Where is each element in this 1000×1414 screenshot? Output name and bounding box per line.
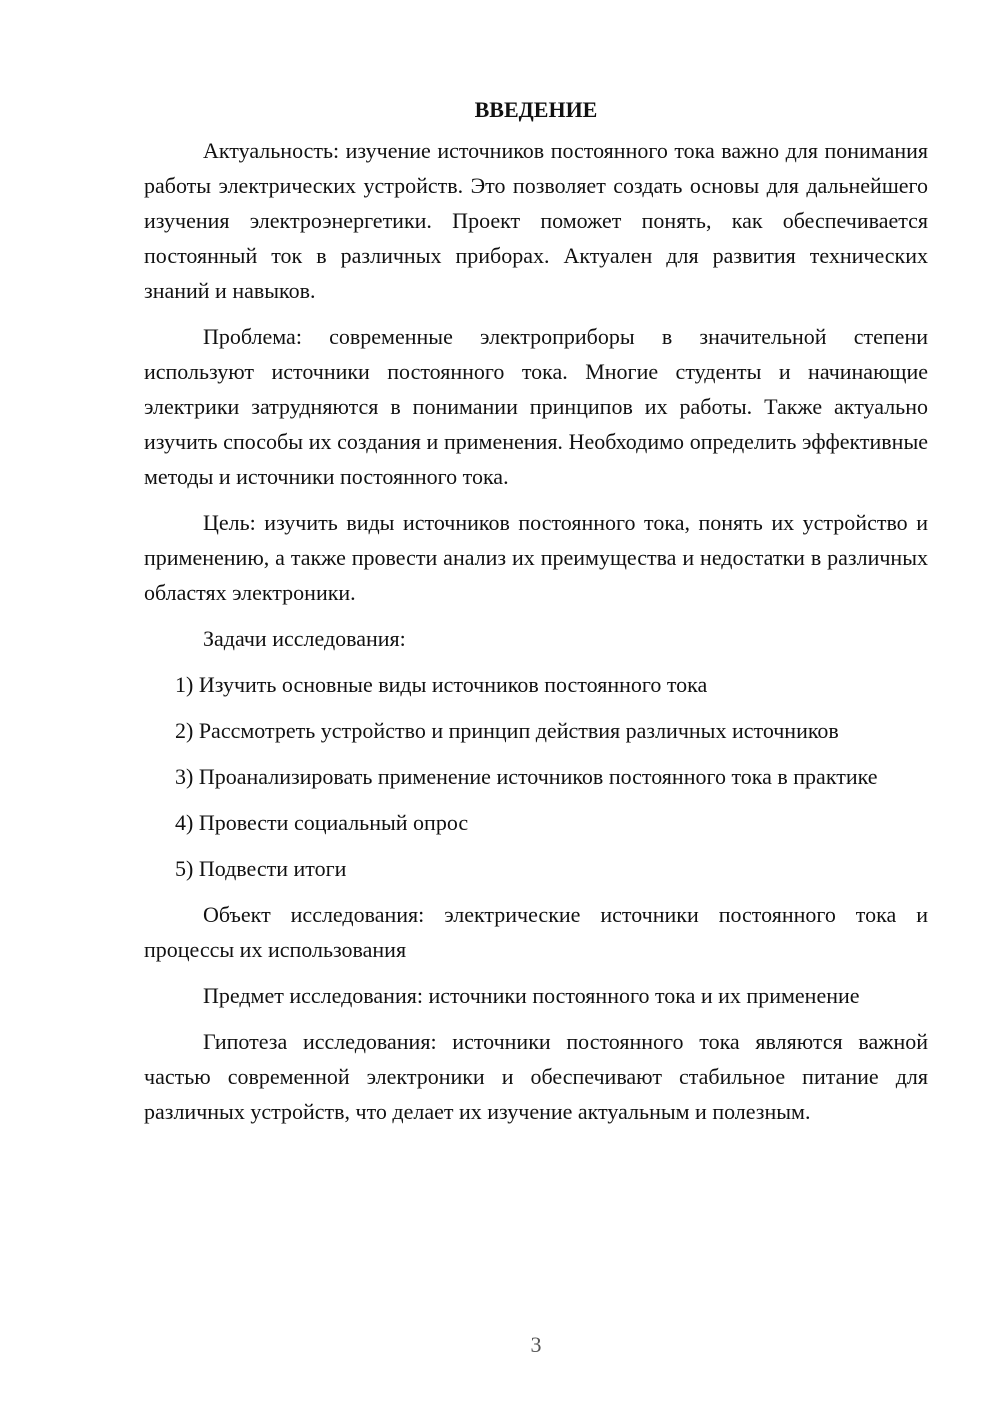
task-item: 2) Рассмотреть устройство и принцип действия различных источников bbox=[175, 718, 839, 743]
subject-paragraph: Предмет исследования: источники постоянного тока и их применение bbox=[203, 983, 860, 1008]
hypothesis-paragraph: Гипотеза исследования: источники постоянного тока являются важной частью современной электроники и обеспечивают стабильное питание для различных устройств, что делает их изучение актуальным и полезным. bbox=[144, 1029, 928, 1124]
task-item: 4) Провести социальный опрос bbox=[175, 810, 469, 835]
page-title: ВВЕДЕНИЕ bbox=[474, 97, 598, 122]
goal-paragraph: Цель: изучить виды источников постоянного тока, понять их устройство и применению, а также провести анализ их преимущества и недостатки в различных областях электроники. bbox=[144, 510, 928, 605]
tasks-heading: Задачи исследования: bbox=[203, 626, 406, 651]
object-paragraph: Объект исследования: электрические источники постоянного тока и процессы их использования bbox=[144, 902, 928, 962]
task-item: 5) Подвести итоги bbox=[175, 856, 347, 881]
task-item: 1) Изучить основные виды источников постоянного тока bbox=[175, 672, 708, 697]
page-number: 3 bbox=[530, 1332, 542, 1357]
problem-paragraph: Проблема: современные электроприборы в значительной степени используют источники постоянного тока. Многие студенты и начинающие электрики затрудняются в понимании принципов их работы. Также актуально изучить способы их создания и применения. Необходимо определить эффективные методы и источники постоянного тока. bbox=[144, 324, 928, 489]
relevance-paragraph: Актуальность: изучение источников постоянного тока важно для понимания работы электрических устройств. Это позволяет создать основы для дальнейшего изучения электроэнергетики. Проект поможет понять, как обеспечивается постоянный ток в различных приборах. Актуален для развития технических знаний и навыков. bbox=[144, 138, 928, 303]
page-body bbox=[144, 92, 928, 1140]
task-item: 3) Проанализировать применение источников постоянного тока в практике bbox=[175, 764, 878, 789]
